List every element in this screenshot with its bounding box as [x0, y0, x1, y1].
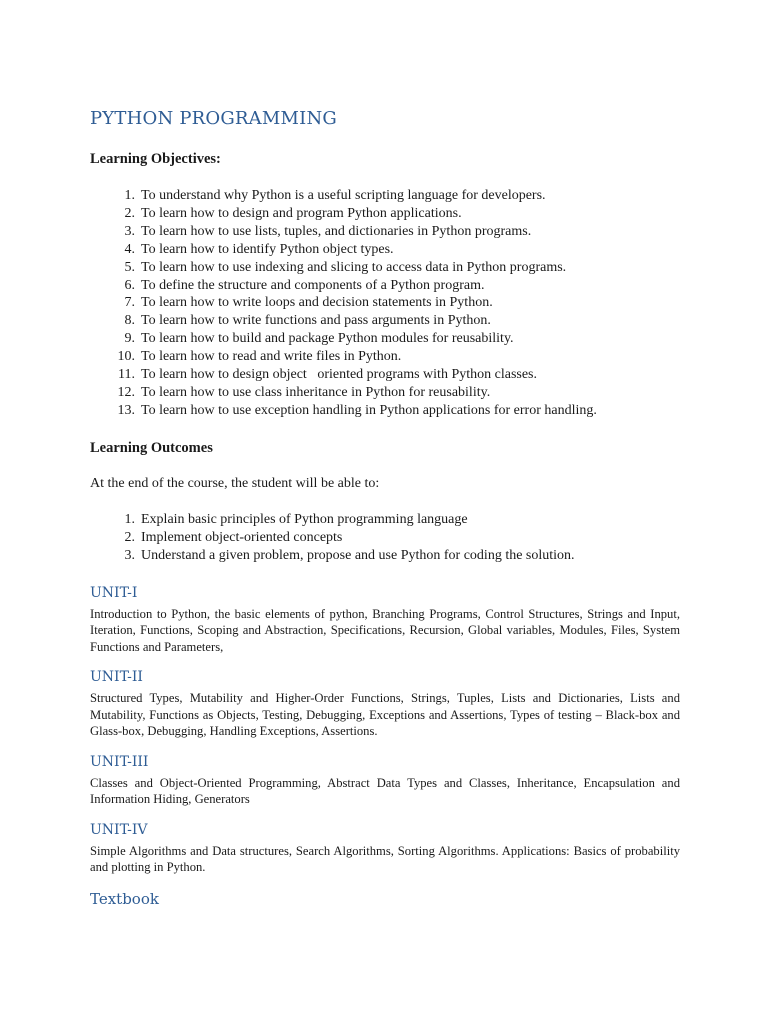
list-text: To define the structure and components of a Python program.	[141, 277, 485, 293]
list-text: To learn how to design and program Python applications.	[141, 205, 462, 221]
list-number: 6.	[124, 277, 135, 293]
page-title: PYTHON PROGRAMMING	[90, 108, 337, 129]
list-item	[90, 241, 680, 259]
unit-heading: UNIT-II	[90, 669, 143, 685]
unit-body: Introduction to Python, the basic elements of python, Branching Programs, Control Structures, Strings and Input, Iteration, Functions, Scoping and Abstraction, Specifications, Recursion, Global variables, Modules, Files, System Functions and Parameters,	[90, 606, 680, 654]
list-text: To learn how to build and package Python modules for reusability.	[141, 331, 514, 347]
list-text: To learn how to design object oriented programs with Python classes.	[141, 367, 537, 383]
list-number: 8.	[124, 313, 135, 329]
list-text: To learn how to write loops and decision statements in Python.	[141, 295, 493, 311]
list-text: Implement object-oriented concepts	[141, 529, 343, 545]
list-number: 10.	[117, 349, 135, 365]
list-number: 2.	[124, 529, 135, 545]
list-number: 3.	[124, 223, 135, 239]
unit-body: Simple Algorithms and Data structures, Search Algorithms, Sorting Algorithms. Applications: Basics of probability and plotting in Python.	[90, 843, 680, 874]
list-item	[90, 277, 680, 295]
outcomes-list	[90, 511, 680, 565]
list-item	[90, 330, 680, 348]
list-text: To learn how to use exception handling in Python applications for error handling.	[141, 402, 597, 418]
objectives-list	[90, 187, 680, 420]
list-number: 12.	[117, 384, 135, 400]
list-text: To learn how to use class inheritance in Python for reusability.	[141, 384, 491, 400]
list-item	[90, 187, 680, 205]
list-text: Understand a given problem, propose and use Python for coding the solution.	[141, 547, 575, 563]
list-number: 2.	[124, 205, 135, 221]
list-text: To learn how to identify Python object types.	[141, 241, 394, 257]
list-number: 11.	[118, 367, 135, 383]
unit-heading: UNIT-IV	[90, 821, 148, 838]
list-number: 13.	[117, 402, 135, 418]
list-item	[90, 312, 680, 330]
list-number: 4.	[124, 241, 135, 257]
list-item	[90, 366, 680, 384]
outcomes-heading: Learning Outcomes	[90, 439, 213, 456]
list-item	[90, 294, 680, 312]
list-number: 9.	[124, 331, 135, 347]
textbook-heading: Textbook	[90, 889, 159, 908]
objectives-heading: Learning Objectives:	[90, 151, 221, 167]
list-item	[90, 205, 680, 223]
list-text: To learn how to write functions and pass arguments in Python.	[141, 313, 491, 329]
list-item	[90, 547, 680, 565]
list-number: 1.	[124, 188, 135, 203]
list-text: To learn how to use indexing and slicing to access data in Python programs.	[141, 259, 567, 275]
list-item	[90, 529, 680, 547]
list-text: To understand why Python is a useful scripting language for developers.	[141, 188, 546, 203]
list-item	[90, 511, 680, 529]
list-number: 1.	[124, 511, 135, 527]
list-item	[90, 384, 680, 402]
list-number: 3.	[124, 547, 135, 563]
list-text: Explain basic principles of Python programming language	[141, 511, 468, 527]
list-number: 7.	[124, 295, 135, 311]
list-text: To learn how to read and write files in Python.	[141, 349, 402, 365]
list-number: 5.	[124, 259, 135, 275]
list-item	[90, 259, 680, 277]
outcomes-intro: At the end of the course, the student will be able to:	[90, 475, 380, 491]
list-text: To learn how to use lists, tuples, and dictionaries in Python programs.	[141, 223, 532, 239]
list-item	[90, 223, 680, 241]
list-item	[90, 348, 680, 366]
unit-heading: UNIT-I	[90, 584, 138, 601]
list-item	[90, 402, 680, 420]
unit-body: Structured Types, Mutability and Higher-Order Functions, Strings, Tuples, Lists and Dictionaries, Lists and Mutability, Functions as Objects, Testing, Debugging, Exceptions and Assertions, Types of testing – Black-box and Glass-box, Debugging, Handling Exceptions, Assertions.	[90, 691, 680, 738]
unit-body: Classes and Object-Oriented Programming, Abstract Data Types and Classes, Inheritance, Encapsulation and Information Hiding, Generators	[90, 775, 680, 806]
unit-heading: UNIT-III	[90, 753, 149, 770]
